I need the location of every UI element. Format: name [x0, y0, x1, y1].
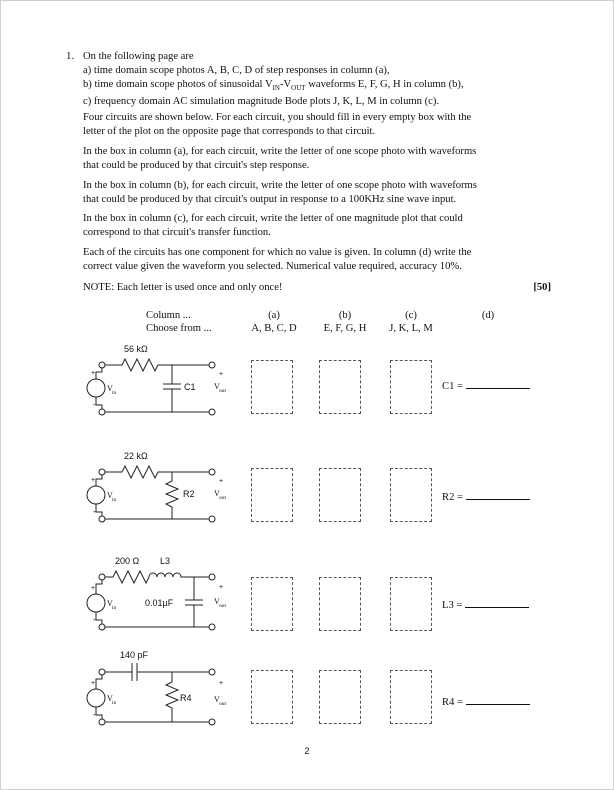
resistor-r2-label: R2: [183, 489, 195, 499]
node-1-top-left: [99, 362, 105, 368]
inductor-3-label: L3: [160, 556, 171, 566]
svg-text:in: in: [112, 700, 117, 706]
resistor-3-label: 200 Ω: [115, 556, 140, 566]
svg-text:-: -: [93, 615, 96, 624]
paragraph-3: In the box in column (b), for each circuit, write the letter of one scope photo with waveforms that could be produced by that circuit's output in response to a 100KHz sine wave input.: [83, 180, 477, 205]
resistor-56k-icon: [105, 359, 209, 371]
column-c-header: (c) J, K, L, M: [389, 310, 433, 334]
note-text: NOTE: Each letter is used once and only once!: [83, 282, 283, 293]
svg-text:+: +: [219, 478, 224, 485]
item-a: a) time domain scope photos A, B, C, D of step responses in column (a),: [83, 65, 390, 76]
answer-1d[interactable]: C1 =: [442, 379, 530, 392]
capacitor-c1-icon: [163, 365, 181, 412]
question-number: 1.: [66, 50, 75, 62]
resistor-r4-icon: [166, 672, 178, 722]
column-header-labels: Column ... Choose from ...: [146, 310, 212, 334]
resistor-22k-icon: [105, 466, 209, 478]
svg-text:V: V: [214, 382, 220, 391]
source-1-icon: [87, 379, 105, 397]
capacitor-001uf-icon: [185, 577, 203, 627]
svg-text:V: V: [107, 384, 113, 393]
svg-text:in: in: [112, 497, 117, 503]
svg-text:-: -: [93, 710, 96, 719]
circuit-1: [87, 344, 227, 415]
points: [50]: [533, 282, 551, 293]
resistor-2-label: 22 kΩ: [124, 451, 148, 461]
svg-text:out: out: [219, 603, 227, 609]
svg-text:in: in: [112, 605, 117, 611]
capacitor-4-label: 140 pF: [120, 650, 149, 660]
node-1-bottom-left: [99, 409, 105, 415]
svg-text:V: V: [214, 597, 220, 606]
column-d-header: (d): [481, 310, 495, 321]
svg-text:V: V: [107, 491, 113, 500]
source-4-icon: [87, 689, 105, 707]
column-b-header: (b) E, F, G, H: [323, 310, 367, 334]
node-1-top-right: [209, 362, 215, 368]
resistor-r4-label: R4: [180, 693, 192, 703]
svg-text:+: +: [219, 680, 224, 687]
svg-text:out: out: [219, 701, 227, 707]
svg-text:in: in: [112, 390, 117, 396]
paragraph-5: Each of the circuits has one component for which no value is given. In column (d) write the correct value given the waveform you selected. Numerical value required, accuracy 10%.: [83, 247, 472, 272]
svg-text:V: V: [214, 695, 220, 704]
source-3-icon: [87, 594, 105, 612]
svg-text:out: out: [219, 495, 227, 501]
column-a-header: (a) A, B, C, D: [251, 310, 297, 334]
capacitor-1-label: C1: [184, 382, 196, 392]
answer-4d[interactable]: R4 =: [442, 695, 530, 708]
answer-2d[interactable]: R2 =: [442, 490, 530, 503]
intro-line: On the following page are: [83, 51, 194, 62]
capacitor-3-label: 0.01µF: [145, 598, 174, 608]
svg-text:+: +: [219, 371, 224, 378]
svg-text:V: V: [107, 599, 113, 608]
source-2-icon: [87, 486, 105, 504]
svg-text:+: +: [91, 680, 96, 687]
paragraph-1: Four circuits are shown below. For each circuit, you should fill in every empty box with the letter of the plot on the opposite page that corresponds to that circuit.: [83, 112, 472, 137]
resistor-200-icon: [105, 571, 149, 583]
item-b: b) time domain scope photos of sinusoidal $V_{IN}-V_{OUT}$ waveforms E, F, G, H in column (b),: [83, 79, 464, 93]
resistor-1-label: 56 kΩ: [124, 344, 148, 354]
svg-text:+: +: [91, 370, 96, 377]
capacitor-140pf-icon: [105, 663, 209, 681]
svg-text:-: -: [93, 507, 96, 516]
paragraph-4: In the box in column (c), for each circuit, write the letter of one magnitude plot that could correspond to that circuit's transfer function.: [83, 213, 463, 238]
svg-text:V: V: [214, 489, 220, 498]
item-c: c) frequency domain AC simulation magnitude Bode plots J, K, L, M in column (c).: [83, 96, 440, 108]
circuit-3: [87, 556, 227, 630]
svg-text:V: V: [107, 694, 113, 703]
resistor-r2-icon: [166, 472, 178, 519]
svg-text:+: +: [91, 585, 96, 592]
circuit-4: [87, 650, 227, 725]
paragraph-2: In the box in column (a), for each circuit, write the letter of one scope photo with waveforms that could be produced by that circuit's step response.: [83, 146, 477, 171]
page-number: 2: [304, 746, 310, 756]
svg-text:-: -: [93, 400, 96, 409]
circuit-2: [87, 451, 227, 522]
svg-text:+: +: [91, 477, 96, 484]
svg-text:out: out: [219, 388, 227, 394]
answer-3d[interactable]: L3 =: [442, 598, 529, 611]
svg-text:+: +: [219, 584, 224, 591]
node-1-bottom-right: [209, 409, 215, 415]
inductor-l3-icon: [149, 573, 209, 577]
